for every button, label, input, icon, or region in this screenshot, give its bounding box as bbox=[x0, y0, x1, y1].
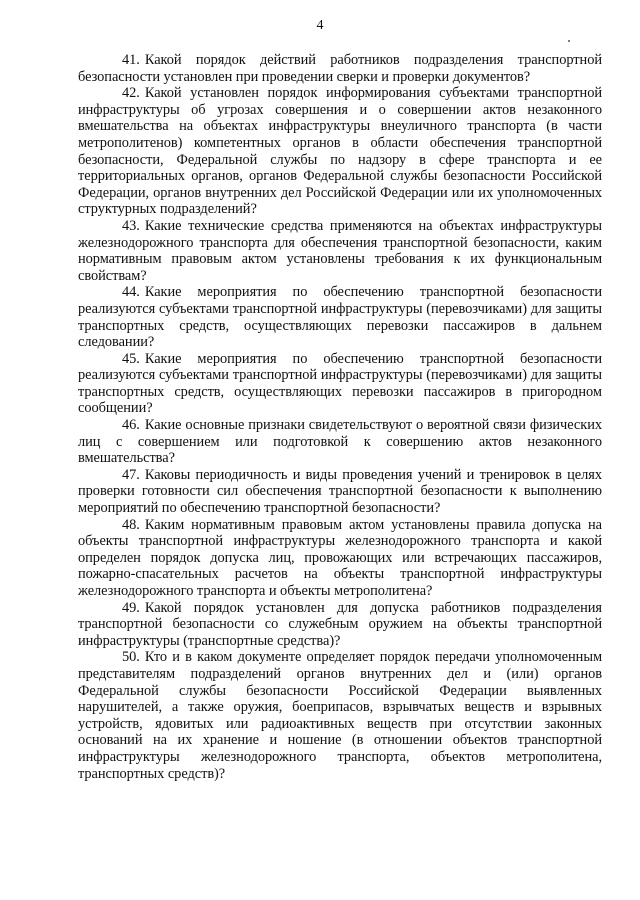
question-number: 48. bbox=[122, 516, 140, 533]
question-text: Какие мероприятия по обеспечению транспортной безопасности реализуются субъектами транспортной инфраструктуры (перевозчиками) для защиты транспортных средств, осуществляющих перевозки пассажиров в пригородном сообщении? bbox=[78, 350, 602, 417]
question-45 bbox=[78, 351, 602, 417]
question-text: Каким нормативным правовым актом установлены правила допуска на объекты транспортной инфраструктуры железнодорожного транспорта и какой определен порядок допуска лиц, провожающих или встречающих пассажиров, пожарно-спасательных расчетов на объекты транспортной инфраструктуры железнодорожного транспорта и объекты метрополитена? bbox=[78, 516, 602, 599]
question-41 bbox=[78, 52, 602, 85]
question-number: 47. bbox=[122, 466, 140, 483]
question-text: Какие основные признаки свидетельствуют о вероятной связи физических лиц с совершением или подготовкой к совершению актов незаконного вмешательства? bbox=[78, 417, 602, 467]
page-number: 4 bbox=[316, 18, 324, 33]
question-text: Какой порядок установлен для допуска работников подразделения транспортной безопасности со служебным оружием на объекты транспортной инфраструктуры (транспортные средства)? bbox=[78, 599, 602, 649]
question-46 bbox=[78, 417, 602, 467]
question-number: 50. bbox=[122, 649, 140, 666]
question-number: 45. bbox=[122, 350, 140, 367]
question-number: 46. bbox=[122, 417, 140, 434]
question-number: 43. bbox=[122, 217, 140, 234]
question-48 bbox=[78, 517, 602, 600]
scan-speck bbox=[568, 40, 570, 42]
question-47 bbox=[78, 467, 602, 517]
question-text: Какие технические средства применяются на объектах инфраструктуры железнодорожного транспорта для обеспечения транспортной безопасности, каким нормативным правовым актом установлены требования к их функциональным свойствам? bbox=[78, 217, 602, 284]
question-number: 49. bbox=[122, 599, 140, 616]
question-number: 44. bbox=[122, 284, 140, 301]
question-text: Кто и в каком документе определяет порядок передачи уполномоченным представителям подразделений органов внутренних дел и (или) органов Федеральной службы безопасности Российской Федерации выявленных нарушителей, а также оружия, боеприпасов, взрывчатых веществ и взрывных устройств, ядовитых или радиоактивных веществ при отсутствии законных оснований на их хранение и ношение (в отношении объектов транспортной инфраструктуры железнодорожного транспорта, объектов метрополитена, транспортных средств)? bbox=[78, 649, 602, 782]
question-list bbox=[78, 52, 602, 782]
question-text: Какой установлен порядок информирования субъектами транспортной инфраструктуры об угрозах совершения и о совершении актов незаконного вмешательства на объектах инфраструктуры внеуличного транспорта (в части метрополитенов) компетентных органов в области обеспечения транспортной безопасности, Федеральной службы по надзору в сфере транспорта и ее территориальных органов, органов Федеральной службы безопасности Российской Федерации, органов внутренних дел Российской Федерации или их уполномоченных структурных подразделений? bbox=[78, 85, 602, 218]
question-49 bbox=[78, 600, 602, 650]
question-text: Каковы периодичность и виды проведения учений и тренировок в целях проверки готовности сил обеспечения транспортной безопасности к выполнению мероприятий по обеспечению транспортной безопасности? bbox=[78, 466, 602, 517]
question-number: 42. bbox=[122, 85, 140, 102]
question-50 bbox=[78, 649, 602, 782]
question-number: 41. bbox=[122, 52, 140, 68]
question-text: Какой порядок действий работников подразделения транспортной безопасности установлен при проведении сверки и проверки документов? bbox=[78, 52, 602, 85]
question-text: Какие мероприятия по обеспечению транспортной безопасности реализуются субъектами транспортной инфраструктуры (перевозчиками) для защиты транспортных средств, осуществляющих перевозки пассажиров в дальнем следовании? bbox=[78, 284, 602, 351]
question-43 bbox=[78, 218, 602, 284]
question-44 bbox=[78, 284, 602, 350]
question-42 bbox=[78, 85, 602, 218]
